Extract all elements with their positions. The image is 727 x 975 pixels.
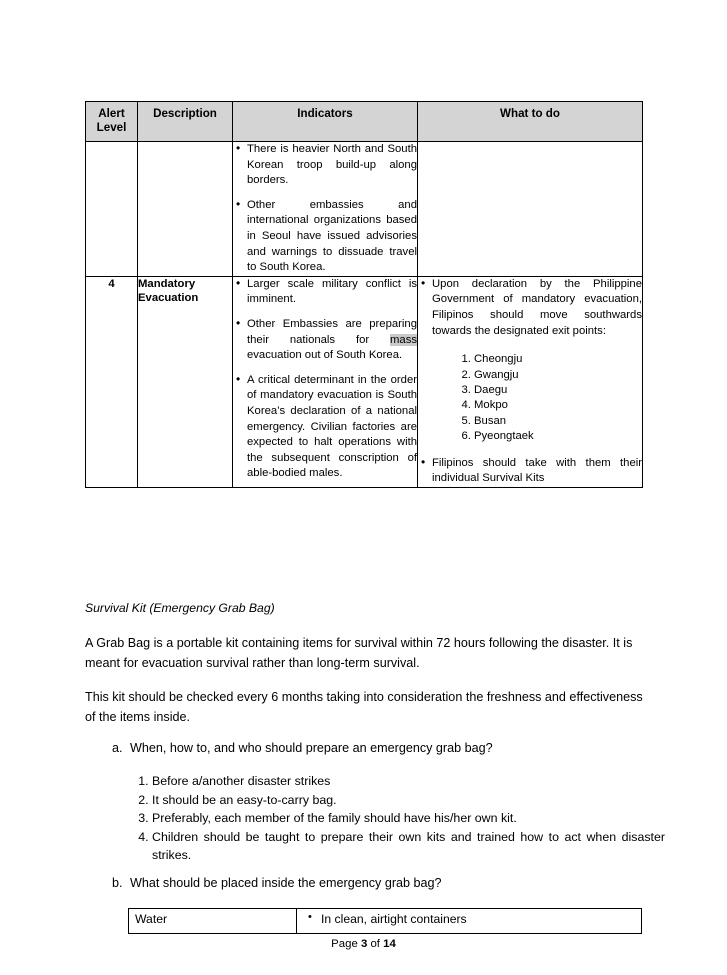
column-header-what-to-do: What to do bbox=[418, 102, 643, 142]
list-item: • A critical determinant in the order of mandatory evacuation is South Korea’s declaration of a national emergency. Civilian factories are expected to halt operations with the subsequent conscription of able-bodied males. bbox=[247, 373, 417, 482]
question-a bbox=[112, 739, 493, 759]
list-item: • There is heavier North and South Korean troop build-up along borders. bbox=[247, 142, 417, 189]
footer-page-number: 3 bbox=[360, 938, 368, 950]
indicator-list bbox=[233, 142, 417, 276]
exit-point: 4. Mokpo bbox=[474, 398, 642, 413]
alert-level-table bbox=[85, 101, 643, 488]
exit-point: 3. Daegu bbox=[474, 383, 642, 398]
what-to-do-list bbox=[418, 277, 642, 487]
cell-alert-level: 4 bbox=[86, 276, 138, 487]
footer-prefix: Page bbox=[331, 938, 361, 950]
table-row bbox=[86, 276, 643, 487]
column-header-description: Description bbox=[138, 102, 233, 142]
exit-point: 6. Pyeongtaek bbox=[474, 429, 642, 444]
paragraph-grab-bag-definition: A Grab Bag is a portable kit containing items for survival within 72 hours following the disaster. It is meant for evacuation survival rather than long-term survival. bbox=[85, 636, 633, 670]
cell-alert-level bbox=[86, 142, 138, 277]
table-header-row bbox=[86, 102, 643, 142]
list-item: • Other embassies and international organizations based in Seoul have issued advisories and warnings to dissuade travel to South Korea. bbox=[247, 198, 417, 276]
cell-description: Mandatory Evacuation bbox=[138, 276, 233, 487]
question-b bbox=[112, 874, 442, 894]
list-item: 4. Children should be taught to prepare their own kits and trained how to act when disaster strikes. bbox=[152, 828, 665, 865]
indicator-text-post: evacuation out of South Korea. bbox=[247, 349, 403, 362]
page-footer bbox=[0, 938, 727, 950]
table-row bbox=[86, 142, 643, 277]
list-item: 3. Preferably, each member of the family should have his/her own kit. bbox=[152, 809, 665, 828]
list-item: • Larger scale military conflict is imminent. bbox=[247, 277, 417, 308]
table-row bbox=[129, 909, 642, 934]
indicator-text-pre: Other Embassies are preparing their nationals for bbox=[247, 317, 417, 346]
section-heading: Survival Kit (Emergency Grab Bag) bbox=[85, 601, 275, 615]
what-to-do-lead-text: Upon declaration by the Philippine Government of mandatory evacuation, Filipinos should move southwards towards the designated exit points: bbox=[432, 277, 642, 337]
exit-point: 2. Gwangju bbox=[474, 368, 642, 383]
cell-what-to-do bbox=[418, 142, 643, 277]
cell-what-to-do bbox=[418, 276, 643, 487]
column-header-alert-level: Alert Level bbox=[86, 102, 138, 142]
paragraph-kit-maintenance: This kit should be checked every 6 months taking into consideration the freshness and effectiveness of the items inside. bbox=[85, 690, 643, 724]
list-item: • Filipinos should take with them their individual Survival Kits bbox=[432, 456, 642, 487]
question-a-text: When, how to, and who should prepare an emergency grab bag? bbox=[130, 741, 493, 755]
question-a-marker: a. bbox=[112, 741, 123, 755]
exit-point: 5. Busan bbox=[474, 414, 642, 429]
indicator-list bbox=[233, 277, 417, 482]
cell-description bbox=[138, 142, 233, 277]
footer-total-pages: 14 bbox=[383, 938, 396, 950]
cell-indicators bbox=[233, 276, 418, 487]
item-detail-list bbox=[303, 912, 635, 926]
list-item: 1. Before a/another disaster strikes bbox=[152, 772, 665, 791]
column-header-indicators: Indicators bbox=[233, 102, 418, 142]
footer-middle: of bbox=[367, 938, 384, 950]
highlighted-word: mass bbox=[390, 333, 417, 346]
grab-bag-items-table bbox=[128, 908, 642, 934]
cell-item-details bbox=[297, 909, 642, 934]
exit-point: 1. Cheongju bbox=[474, 352, 642, 367]
list-item: • In clean, airtight containers bbox=[321, 912, 635, 926]
list-item: 2. It should be an easy-to-carry bag. bbox=[152, 791, 665, 810]
cell-item-name: Water bbox=[129, 909, 297, 934]
question-b-marker: b. bbox=[112, 876, 123, 890]
exit-points-list bbox=[432, 352, 642, 444]
cell-indicators bbox=[233, 142, 418, 277]
list-item bbox=[432, 277, 642, 445]
question-a-answer-list bbox=[130, 772, 665, 865]
list-item-highlighted bbox=[247, 317, 417, 364]
question-b-text: What should be placed inside the emergency grab bag? bbox=[130, 876, 442, 890]
